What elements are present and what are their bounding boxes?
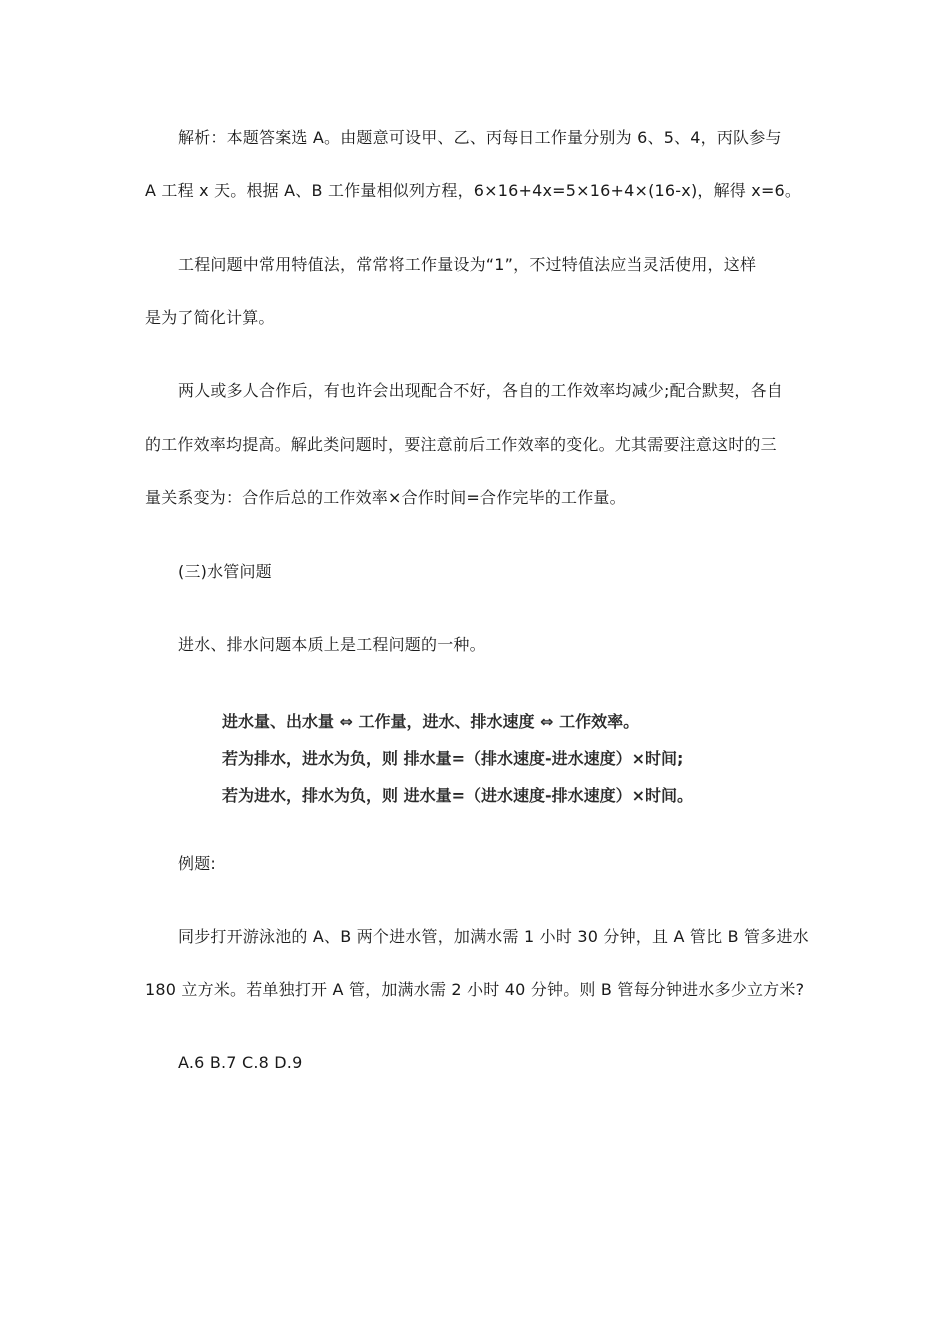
formula-line-3: 若为进水，排水为负，则 进水量=（进水速度-排水速度）×时间。	[222, 786, 694, 805]
question-line-2: 180 立方米。若单独打开 A 管，加满水需 2 小时 40 分钟。则 B 管每分钟进水多少立方米?	[145, 980, 805, 999]
analysis-line-1: 解析：本题答案选 A。由题意可设甲、乙、丙每日工作量分别为 6、5、4，丙队参与	[178, 128, 782, 147]
analysis-line-2: A 工程 x 天。根据 A、B 工作量相似列方程，6×16+4x=5×16+4×(16-x)，解得 x=6。	[145, 181, 802, 200]
formula-line-2: 若为排水，进水为负，则 排水量=（排水速度-进水速度）×时间;	[222, 749, 684, 768]
special-value-line-2: 是为了简化计算。	[145, 308, 275, 327]
question-line-1: 同步打开游泳池的 A、B 两个进水管，加满水需 1 小时 30 分钟，且 A 管比 B 管多进水	[178, 927, 809, 946]
cooperation-line-1: 两人或多人合作后，有也许会出现配合不好，各自的工作效率均减少;配合默契，各自	[178, 381, 783, 400]
answer-options: A.6 B.7 C.8 D.9	[178, 1053, 303, 1072]
pipe-intro: 进水、排水问题本质上是工程问题的一种。	[178, 635, 486, 654]
example-label: 例题:	[178, 854, 216, 873]
section-heading: (三)水管问题	[178, 562, 272, 581]
cooperation-line-3: 量关系变为：合作后总的工作效率×合作时间=合作完毕的工作量。	[145, 488, 626, 507]
cooperation-line-2: 的工作效率均提高。解此类问题时，要注意前后工作效率的变化。尤其需要注意这时的三	[145, 435, 777, 454]
formula-line-1: 进水量、出水量 ⇔ 工作量，进水、排水速度 ⇔ 工作效率。	[222, 712, 640, 731]
special-value-line-1: 工程问题中常用特值法，常常将工作量设为“1”，不过特值法应当灵活使用，这样	[178, 255, 757, 274]
